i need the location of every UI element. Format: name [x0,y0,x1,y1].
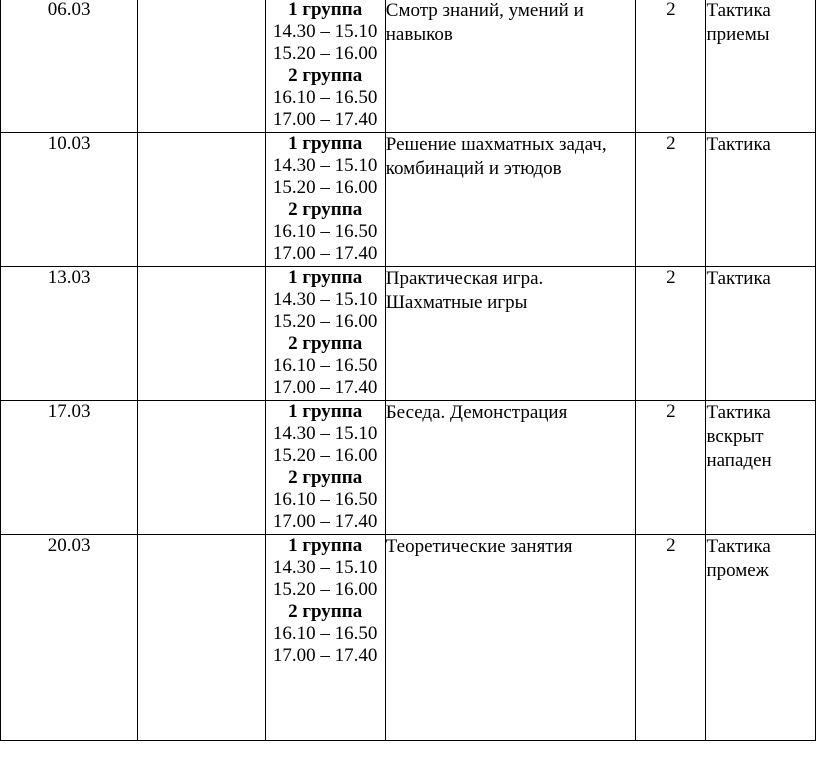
empty-cell [138,133,265,267]
time-slot: 14.30 – 15.10 [272,155,378,176]
time-cell [265,535,385,741]
lesson-title-line: промеж [706,560,769,581]
empty-cell [138,535,265,741]
time-cell [265,133,385,267]
time-slot: 14.30 – 15.10 [272,557,378,578]
lesson-title-line: нападен [706,450,772,471]
schedule-row [1,535,816,741]
group-label: 1 группа [288,0,363,20]
time-slot: 14.30 – 15.10 [272,423,378,444]
group-label: 1 группа [288,401,363,422]
topic-cell: Смотр знаний, умений и навыков [385,0,636,133]
schedule-row [1,401,816,535]
lesson-title-cell [706,401,816,535]
time-slot: 15.20 – 16.00 [272,445,378,466]
hours-cell: 2 [636,401,706,535]
group-label: 2 группа [288,467,363,488]
hours-cell: 2 [636,0,706,133]
lesson-title-line: Тактика [706,0,771,21]
group-label: 1 группа [288,267,363,288]
group-label: 2 группа [288,333,363,354]
time-cell [265,401,385,535]
group-label: 1 группа [288,133,363,154]
time-slot: 15.20 – 16.00 [272,311,378,332]
date-cell: 10.03 [1,133,138,267]
date-cell: 17.03 [1,401,138,535]
group-label: 2 группа [288,601,363,622]
group-label: 2 группа [288,65,363,86]
topic-cell: Беседа. Демонстрация [385,401,636,535]
hours-cell: 2 [636,267,706,401]
time-slot: 16.10 – 16.50 [272,623,378,644]
time-slot: 16.10 – 16.50 [272,221,378,242]
time-slot: 17.00 – 17.40 [272,377,378,398]
date-cell: 13.03 [1,267,138,401]
lesson-title-line: вскрыт [706,426,764,447]
time-slot: 16.10 – 16.50 [272,87,378,108]
lesson-title-line: Тактика [706,268,771,289]
topic-cell: Теоретические занятия [385,535,636,741]
empty-cell [138,401,265,535]
lesson-title-cell [706,0,816,133]
time-cell [265,267,385,401]
topic-cell: Практическая игра. Шахматные игры [385,267,636,401]
time-slot: 16.10 – 16.50 [272,355,378,376]
lesson-title-line: Тактика [706,134,771,155]
group-label: 2 группа [288,199,363,220]
date-cell: 20.03 [1,535,138,741]
schedule-row [1,133,816,267]
schedule-row [1,0,816,133]
time-slot: 17.00 – 17.40 [272,243,378,264]
time-slot: 14.30 – 15.10 [272,21,378,42]
lesson-title-cell [706,535,816,741]
time-slot: 17.00 – 17.40 [272,511,378,532]
empty-cell [138,0,265,133]
time-slot: 17.00 – 17.40 [272,645,378,666]
time-slot: 15.20 – 16.00 [272,43,378,64]
time-slot: 14.30 – 15.10 [272,289,378,310]
hours-cell: 2 [636,535,706,741]
time-slot: 16.10 – 16.50 [272,489,378,510]
lesson-title-line: Тактика [706,402,771,423]
time-slot: 15.20 – 16.00 [272,579,378,600]
topic-cell: Решение шахматных задач, комбинаций и этюдов [385,133,636,267]
time-slot: 15.20 – 16.00 [272,177,378,198]
time-slot: 17.00 – 17.40 [272,109,378,130]
date-cell: 06.03 [1,0,138,133]
hours-cell: 2 [636,133,706,267]
schedule-row [1,267,816,401]
lesson-title-cell [706,133,816,267]
schedule-table-body [1,0,816,741]
lesson-title-line: приемы [706,24,770,45]
group-label: 1 группа [288,535,363,556]
empty-cell [138,267,265,401]
lesson-title-line: Тактика [706,536,771,557]
time-cell [265,0,385,133]
lesson-title-cell [706,267,816,401]
